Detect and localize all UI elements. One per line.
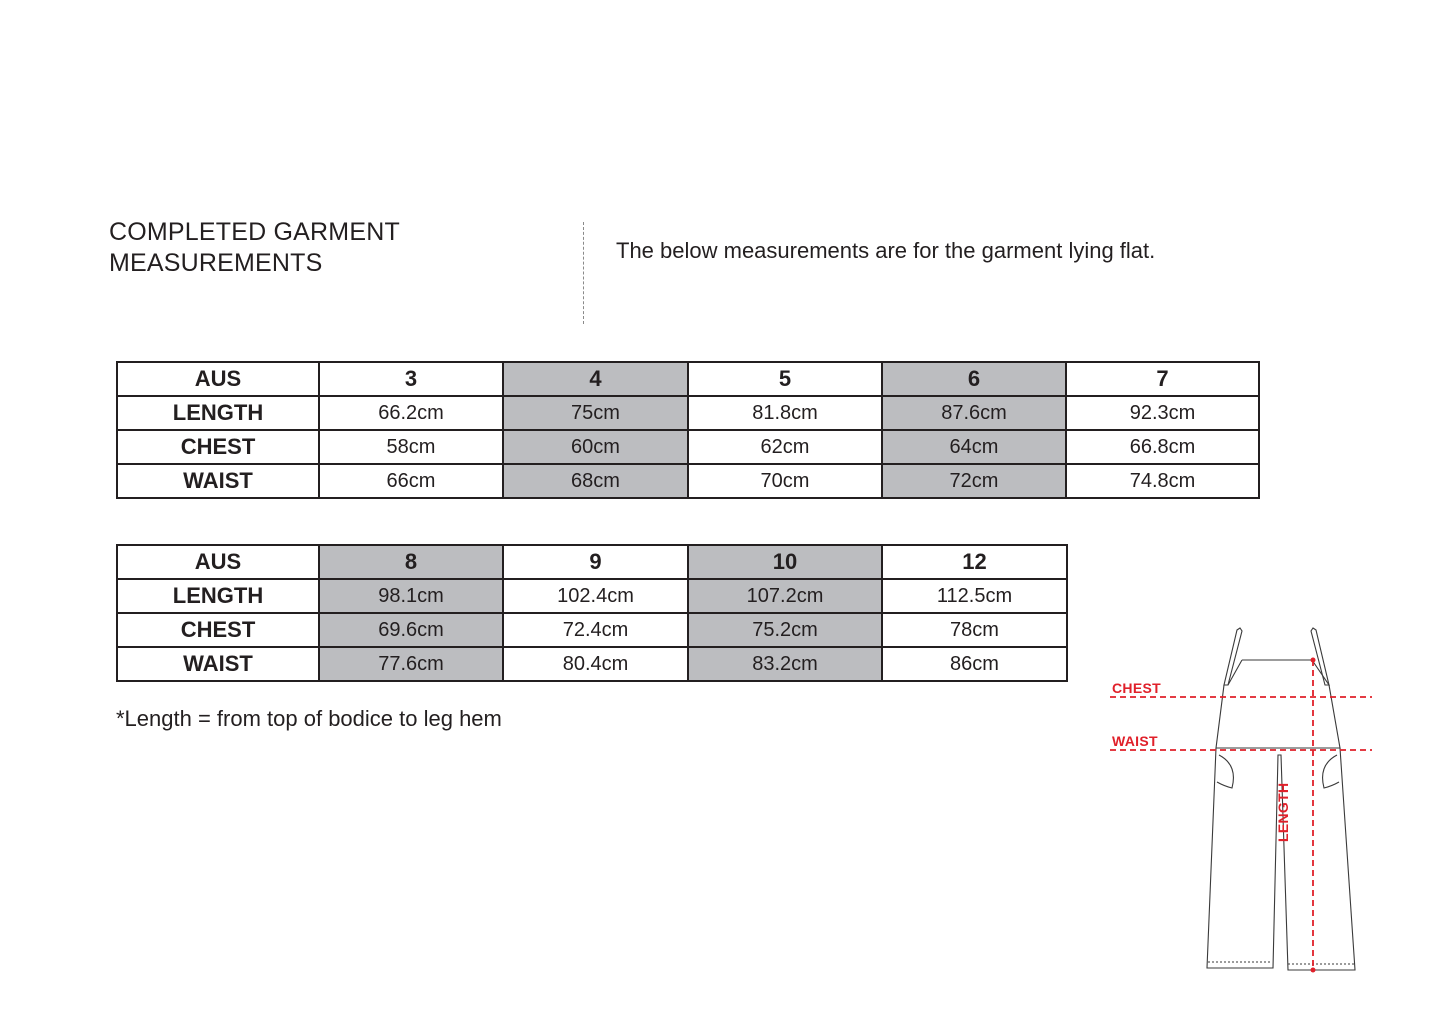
leg-hems — [1208, 962, 1354, 964]
table-cell: 98.1cm — [319, 579, 503, 613]
table-row — [117, 396, 1259, 430]
table-cell: 64cm — [882, 430, 1066, 464]
size-header-cell: 4 — [503, 362, 688, 396]
table-cell: 72cm — [882, 464, 1066, 498]
waist-label: WAIST — [1112, 733, 1158, 749]
row-label: LENGTH — [117, 396, 319, 430]
table-cell: 62cm — [688, 430, 882, 464]
table-cell: 102.4cm — [503, 579, 688, 613]
size-header-cell: 5 — [688, 362, 882, 396]
table-cell: 60cm — [503, 430, 688, 464]
length-start-dot — [1311, 658, 1316, 663]
table-cell: 107.2cm — [688, 579, 882, 613]
size-table-2 — [116, 544, 1068, 682]
vertical-divider — [583, 222, 584, 324]
table-cell: 66cm — [319, 464, 503, 498]
page-title-line1: COMPLETED GARMENT — [109, 218, 400, 246]
size-header-cell: 6 — [882, 362, 1066, 396]
table-row — [117, 613, 1067, 647]
length-label: LENGTH — [1275, 782, 1291, 842]
table-cell: 66.2cm — [319, 396, 503, 430]
table-row — [117, 430, 1259, 464]
right-strap — [1311, 628, 1329, 685]
bodice-body — [1216, 685, 1340, 748]
table-row — [117, 647, 1067, 681]
right-pocket — [1323, 755, 1339, 788]
chest-label: CHEST — [1112, 680, 1161, 696]
size-header-cell: 8 — [319, 545, 503, 579]
trouser-legs — [1207, 748, 1355, 970]
table-cell: 83.2cm — [688, 647, 882, 681]
size-header-cell: 7 — [1066, 362, 1259, 396]
size-header-cell: 12 — [882, 545, 1067, 579]
table-cell: 75.2cm — [688, 613, 882, 647]
header-cell: AUS — [117, 362, 319, 396]
row-label: LENGTH — [117, 579, 319, 613]
table-cell: 77.6cm — [319, 647, 503, 681]
table-cell: 69.6cm — [319, 613, 503, 647]
size-table-1 — [116, 361, 1260, 499]
table-cell: 72.4cm — [503, 613, 688, 647]
table-cell: 75cm — [503, 396, 688, 430]
table-cell: 81.8cm — [688, 396, 882, 430]
row-label: WAIST — [117, 647, 319, 681]
footnote: *Length = from top of bodice to leg hem — [116, 706, 502, 731]
header-cell: AUS — [117, 545, 319, 579]
garment-diagram — [1100, 620, 1400, 980]
page-title-line2: MEASUREMENTS — [109, 249, 323, 277]
subtitle: The below measurements are for the garment lying flat. — [616, 238, 1156, 263]
table-cell: 78cm — [882, 613, 1067, 647]
table-cell: 70cm — [688, 464, 882, 498]
table-cell: 80.4cm — [503, 647, 688, 681]
table-header-row — [117, 545, 1067, 579]
table-cell: 68cm — [503, 464, 688, 498]
table-row — [117, 464, 1259, 498]
page-title — [109, 217, 400, 279]
length-end-dot — [1311, 968, 1316, 973]
size-header-cell: 3 — [319, 362, 503, 396]
table-cell: 87.6cm — [882, 396, 1066, 430]
row-label: WAIST — [117, 464, 319, 498]
row-label: CHEST — [117, 430, 319, 464]
table-cell: 86cm — [882, 647, 1067, 681]
row-label: CHEST — [117, 613, 319, 647]
size-header-cell: 9 — [503, 545, 688, 579]
table-header-row — [117, 362, 1259, 396]
table-cell: 66.8cm — [1066, 430, 1259, 464]
table-cell: 112.5cm — [882, 579, 1067, 613]
size-header-cell: 10 — [688, 545, 882, 579]
left-pocket — [1217, 755, 1233, 788]
table-cell: 92.3cm — [1066, 396, 1259, 430]
table-cell: 58cm — [319, 430, 503, 464]
table-cell: 74.8cm — [1066, 464, 1259, 498]
table-row — [117, 579, 1067, 613]
overalls-drawing — [1100, 620, 1400, 980]
